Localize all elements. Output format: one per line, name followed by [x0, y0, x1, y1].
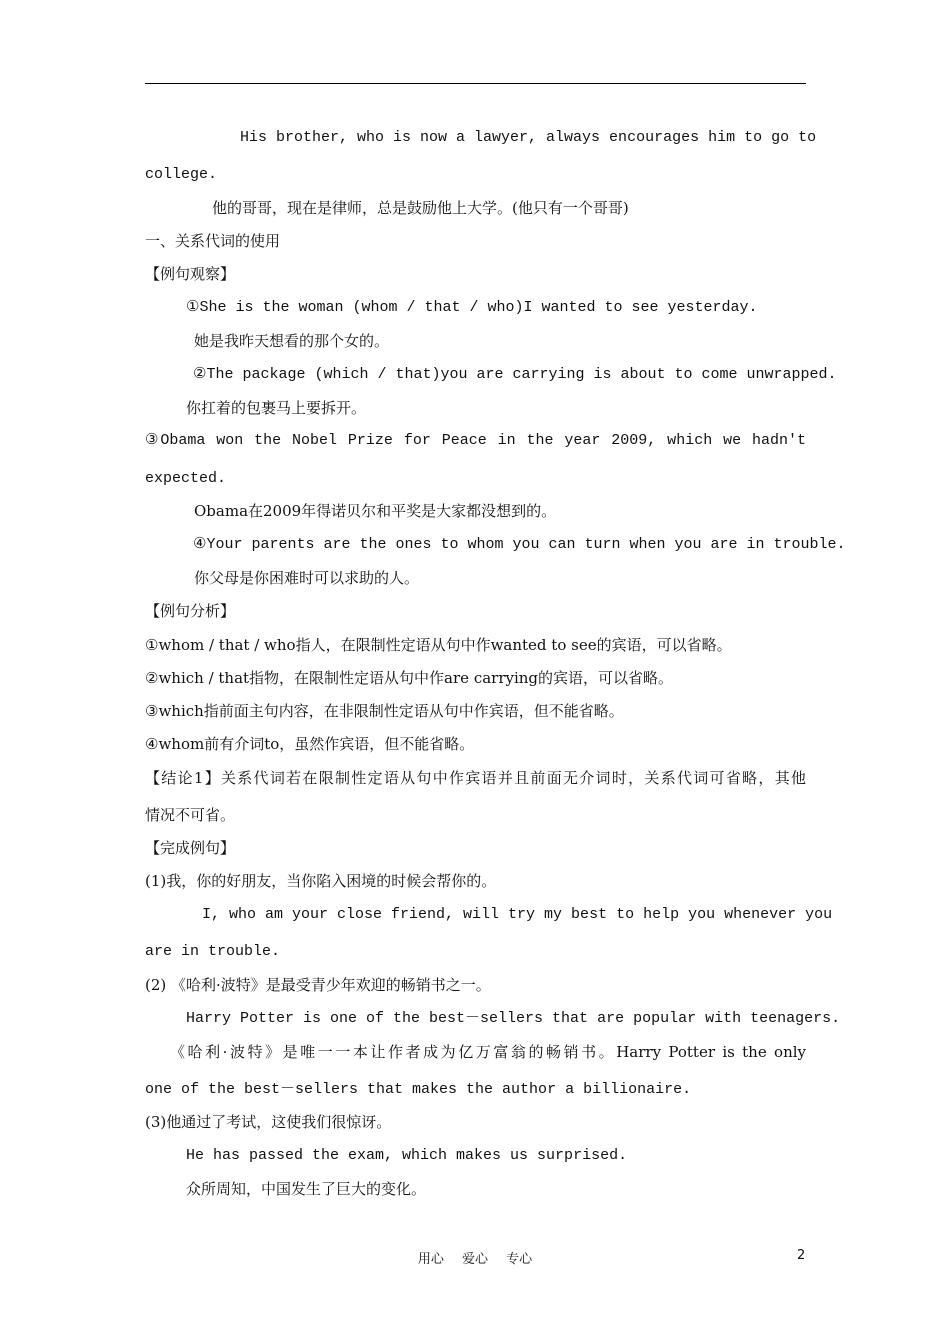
exercise-answer: 《哈利·波特》是唯一一本让作者成为亿万富翁的畅销书。Harry Potter is the only	[170, 1043, 806, 1061]
example-translation: 你扛着的包裹马上要拆开。	[186, 399, 367, 417]
example-translation: 你父母是你困难时可以求助的人。	[194, 569, 420, 587]
paragraph-line: college.	[145, 166, 218, 183]
analysis-line: ②which / that指物，在限制性定语从句中作are carrying的宾语，可以省略。	[145, 669, 674, 687]
analysis-line: ③which指前面主句内容，在非限制性定语从句中作宾语，但不能省略。	[145, 702, 624, 720]
example-sentence: ①She is the woman (whom / that / who)I wanted to see yesterday.	[186, 299, 758, 316]
conclusion-line: 【结论1】关系代词若在限制性定语从句中作宾语并且前面无介词时，关系代词可省略，其他	[145, 769, 806, 787]
analysis-line: ④whom前有介词to，虽然作宾语，但不能省略。	[145, 735, 475, 753]
exercise-prompt: 众所周知，中国发生了巨大的变化。	[186, 1180, 427, 1198]
exercise-answer: Harry Potter is one of the best－sellers that are popular with teenagers.	[186, 1010, 841, 1027]
exercise-answer: are in trouble.	[145, 943, 281, 960]
paragraph-line: His brother, who is now a lawyer, always encourages him to go to	[240, 129, 817, 146]
exercise-answer: He has passed the exam, which makes us surprised.	[186, 1147, 628, 1164]
exercise-prompt: (2) 《哈利·波特》是最受青少年欢迎的畅销书之一。	[145, 976, 491, 994]
exercise-answer: I, who am your close friend, will try my best to help you whenever you	[202, 906, 833, 923]
page-number: 2	[797, 1248, 806, 1263]
footer-motto: 用心 爱心 专心	[417, 1252, 533, 1267]
section-heading: 一、关系代词的使用	[145, 232, 281, 250]
example-sentence: expected.	[145, 470, 227, 487]
example-sentence: ④Your parents are the ones to whom you can turn when you are in trouble.	[193, 536, 846, 553]
exercise-prompt: (3)他通过了考试，这使我们很惊讶。	[145, 1113, 392, 1131]
example-translation: Obama在2009年得诺贝尔和平奖是大家都没想到的。	[194, 502, 557, 520]
subsection-label: 【例句分析】	[145, 602, 236, 620]
exercise-answer: one of the best－sellers that makes the author a billionaire.	[145, 1081, 692, 1098]
example-sentence: ③Obama won the Nobel Prize for Peace in the year 2009, which we hadn't	[145, 432, 806, 449]
example-translation: 她是我昨天想看的那个女的。	[194, 332, 390, 350]
exercise-prompt: (1)我，你的好朋友，当你陷入困境的时候会帮你的。	[145, 872, 497, 890]
header-rule	[145, 83, 806, 84]
paragraph-line: 他的哥哥，现在是律师，总是鼓励他上大学。(他只有一个哥哥)	[212, 199, 629, 217]
conclusion-line: 情况不可省。	[145, 806, 236, 824]
subsection-label: 【完成例句】	[145, 839, 236, 857]
example-sentence: ②The package (which / that)you are carrying is about to come unwrapped.	[193, 366, 837, 383]
subsection-label: 【例句观察】	[145, 265, 236, 283]
analysis-line: ①whom / that / who指人，在限制性定语从句中作wanted to see的宾语，可以省略。	[145, 636, 732, 654]
